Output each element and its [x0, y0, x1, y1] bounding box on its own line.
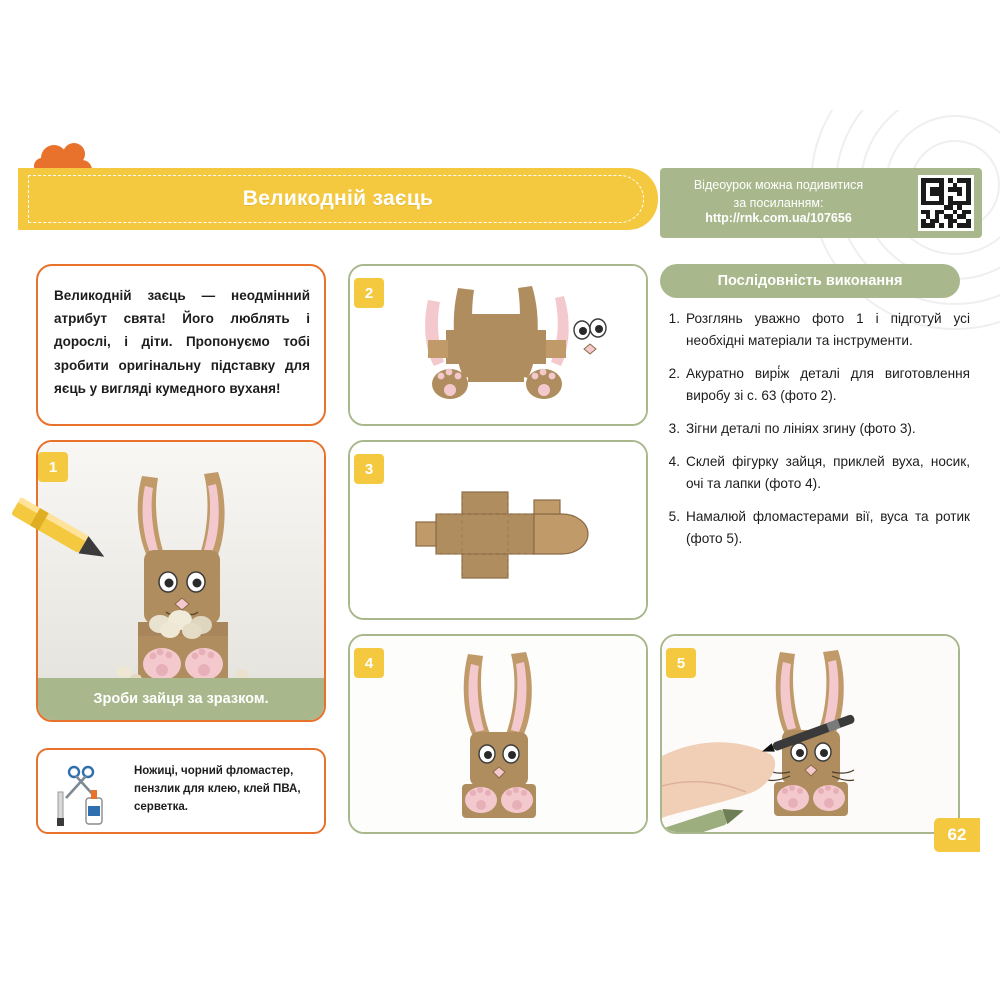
- step-text: Склей фігурку зайця, приклей вуха, носик, очі та лапки (фото 4).: [686, 454, 970, 492]
- page-title: Великодній заєць: [242, 187, 434, 210]
- step-number: 4.: [668, 454, 680, 470]
- page-title-band: [18, 168, 658, 230]
- video-caption-line-2: за посиланням:: [733, 196, 824, 211]
- steps-list: [660, 308, 970, 561]
- page-number: 62: [934, 818, 980, 852]
- glue-brush-icon: [57, 792, 64, 826]
- step-text: Акуратно вирі́ж деталі для виготовлення виробу зі с. 63 (фото 2).: [686, 366, 970, 404]
- step-text: Намалюй фломастерами вії, вуса та ротик (фото 5).: [686, 509, 970, 547]
- step-number: 1.: [668, 311, 680, 326]
- step-item: [660, 418, 970, 440]
- photo-2-image: [350, 266, 646, 424]
- video-url[interactable]: http://rnk.com.ua/107656: [705, 211, 852, 225]
- crayon-icon: [2, 470, 122, 590]
- step-item: [660, 451, 970, 495]
- photo-3-badge: 3: [354, 454, 384, 484]
- step-text: Розглянь уважно фото 1 і підготуй усі необхідні матеріали та інструменти.: [686, 311, 970, 349]
- tools-icons: [46, 758, 132, 828]
- photo-card-3: [348, 440, 648, 620]
- step-text: Зігни деталі по лініях згину (фото 3).: [686, 421, 916, 437]
- photo-4-image: [350, 636, 646, 832]
- video-link-caption: [666, 176, 891, 212]
- photo-1-caption: Зроби зайця за зразком.: [38, 678, 324, 720]
- qr-code-icon[interactable]: [918, 175, 974, 231]
- photo-card-2: [348, 264, 648, 426]
- step-item: [660, 308, 970, 352]
- photo-card-4: [348, 634, 648, 834]
- photo-5-image: [662, 636, 958, 832]
- photo-5-badge: 5: [666, 648, 696, 678]
- photo-1-badge: 1: [38, 452, 68, 482]
- intro-text: Великодній заєць — неодмінний атрибут свята! Його люблять і дорослі, і діти. Пропонуємо тобі зробити оригінальну підставку для яєць у вигляді кумедного вуханя!: [54, 288, 310, 396]
- video-link-band: [660, 168, 982, 238]
- tools-box: [36, 748, 326, 834]
- video-caption-line-1: Відеоурок можна подивитися: [693, 178, 864, 192]
- steps-header: Послідовність виконання: [660, 264, 960, 298]
- tools-text: Ножиці, чорний фломастер, пензлик для клею, клей ПВА, серветка.: [134, 765, 301, 813]
- step-item: [660, 506, 970, 550]
- intro-box: [36, 264, 326, 426]
- step-number: 2.: [668, 366, 680, 382]
- photo-4-badge: 4: [354, 648, 384, 678]
- step-number: 5.: [668, 509, 680, 525]
- photo-card-5: [660, 634, 960, 834]
- step-number: 3.: [668, 421, 680, 437]
- photo-2-badge: 2: [354, 278, 384, 308]
- photo-3-image: [350, 442, 646, 618]
- glue-bottle-icon: [86, 790, 102, 824]
- step-item: [660, 363, 970, 407]
